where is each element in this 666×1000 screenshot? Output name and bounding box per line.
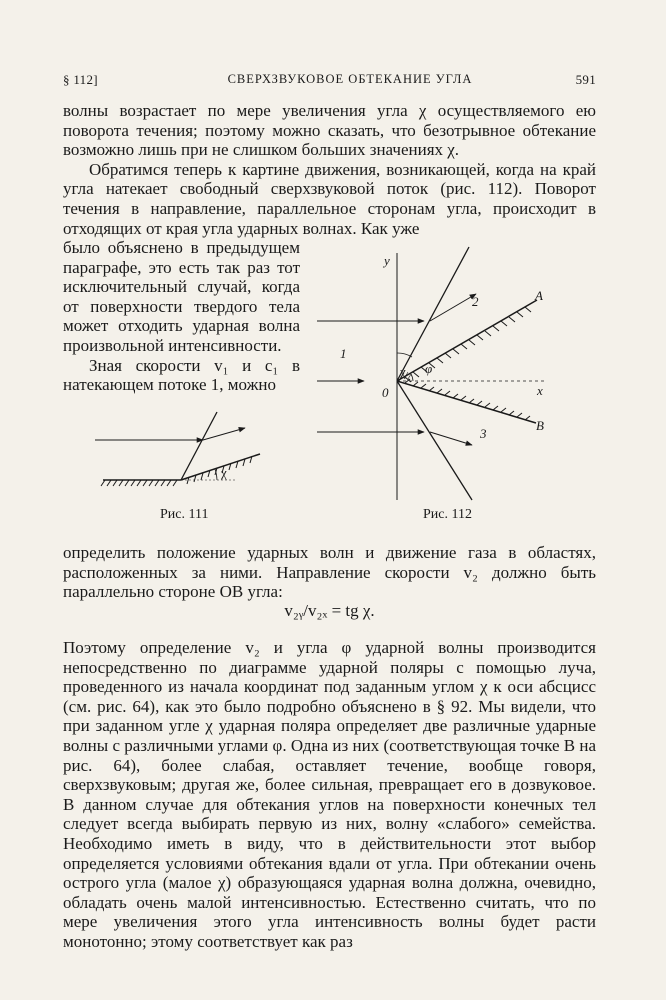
figure-111-caption: Рис. 111: [160, 507, 209, 522]
label-A: A: [535, 288, 543, 303]
paragraph-shock-polar: Поэтому определение v₂ и угла φ ударной волны производится непосредственно по диаграмме ударной поляры с помощью луча, проведенного из начала координат под заданным углом χ к оси абсцисс (см. рис. 64), как это было подробно объяснено в § 92. Мы видели, что при заданном угле χ ударная поляра определяет две различные ударные волны с различными углами φ. Одна из них (соответствующая точке B на рис. 64), более слабая, оставляет течение, вообще говоря, сверхзвуковым; другая же, более сильная, превращает его в дозвуковое. В данном случае для обтекания углов на поверхности конечных тел следует всегда выбирать первую из них, волну «слабого» семейства. Необходимо иметь в виду, что в действительности этот выбор определяется условиями обтекания вдали от угла. При обтекании очень острого угла (малое χ) образующаяся ударная волна должна, очевидно, обладать очень малой интенсивностью. Естественно считать, что по мере увеличения этого угла интенсивность волны будет расти монотонно; этому соответствует как раз: [63, 638, 596, 951]
side-OB: [397, 381, 536, 423]
region-3: 3: [480, 426, 487, 441]
text-after-figures: [63, 543, 596, 602]
page-number: 591: [575, 72, 596, 87]
phi-label: φ: [425, 361, 433, 376]
region-2: 2: [472, 294, 479, 309]
paragraph-velocities: Зная скорости v₁ и c₁ в натекающем потоке 1, можно: [63, 355, 300, 395]
section-number: § 112]: [63, 72, 98, 87]
x-label: x: [537, 383, 543, 398]
running-title: СВЕРХЗВУКОВОЕ ОБТЕКАНИЕ УГЛА: [227, 72, 473, 86]
paragraph-velocities-continued: определить положение ударных волн и движение газа в областях, расположенных за ними. Направление скорости v₂ должно быть параллельно стороне OB угла:: [63, 543, 596, 602]
paragraph-intro-continued: было объяснено в предыдущем параграфе, это есть так раз тот исключительный случай, когда от поверхности твердого тела может отходить ударная волна произвольной интенсивности.: [63, 238, 300, 355]
label-B: B: [536, 418, 544, 433]
figure-112-caption: Рис. 112: [423, 507, 472, 522]
chi-label: χ: [221, 465, 227, 480]
origin-label: 0: [382, 385, 389, 400]
chi-label: χ: [400, 364, 406, 379]
figure-112: [312, 245, 582, 510]
paragraph-continued: волны возрастает по мере увеличения угла χ осуществляемого ею поворота течения; поэтому можно сказать, что безотрывное обтекание возможно лишь при не слишком больших значениях χ.: [63, 101, 596, 160]
side-OA: [397, 300, 537, 381]
text-left-column: [63, 238, 300, 395]
streamline-deflected: [203, 428, 245, 440]
text-bottom: [63, 638, 596, 952]
text-top: [63, 101, 596, 238]
shock-lower: [397, 381, 472, 500]
chi-arc: [411, 374, 413, 381]
paragraph-intro: Обратимся теперь к картине движения, возникающей, когда на край угла натекает свободный сверхзвуковой поток (рис. 112). Поворот течения в направление, параллельное сторонам угла, происходит в отходящих от края угла ударных волнах. Как уже: [63, 159, 596, 238]
figure-111: [95, 410, 275, 505]
region-1: 1: [340, 346, 347, 361]
formula: v₂ᵧ/v₂ₓ = tg χ.: [284, 601, 375, 620]
y-label: y: [384, 253, 390, 268]
